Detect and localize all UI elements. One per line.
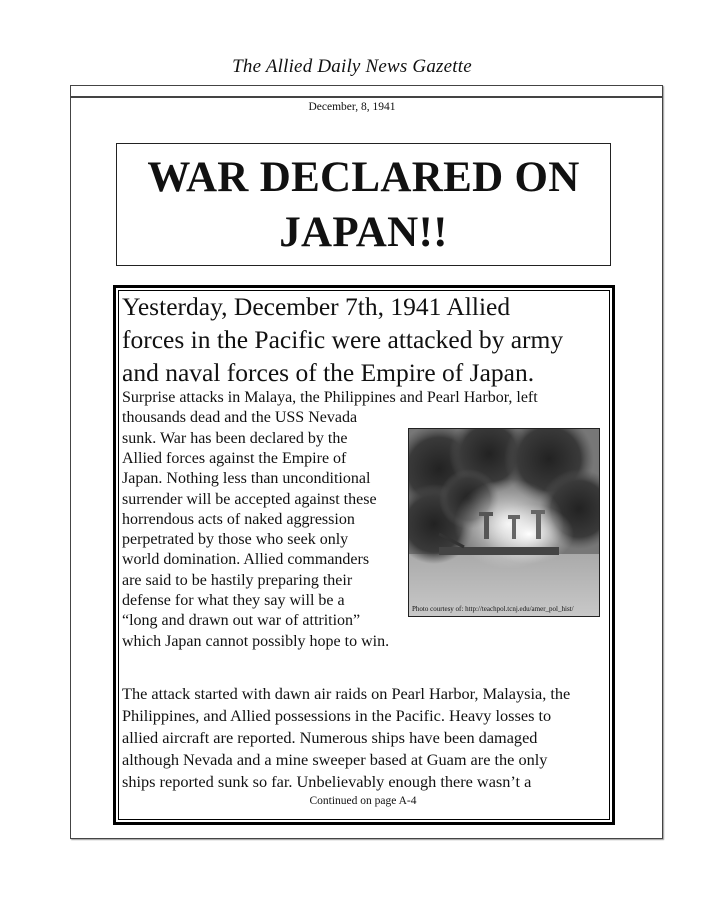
paragraph-1-line: horrendous acts of naked aggression [122, 510, 355, 528]
headline [147, 150, 579, 260]
paragraph-1-line: are said to be hastily preparing their [122, 571, 353, 589]
paragraph-1-line: thousands dead and the USS Nevada [122, 409, 358, 427]
lead-line: and naval forces of the Empire of Japan. [122, 358, 535, 387]
newspaper-masthead: The Allied Daily News Gazette [232, 56, 472, 77]
paragraph-2-line: ships reported sunk so far. Unbelievably enough there wasn’t a [122, 772, 532, 791]
headline-line-1: WAR DECLARED ON [147, 153, 580, 201]
issue-date: December, 8, 1941 [308, 101, 396, 113]
continued-notice: Continued on page A-4 [309, 795, 417, 807]
pearl-harbor-photo [408, 428, 600, 617]
lead-line: forces in the Pacific were attacked by army [122, 325, 564, 354]
photo-caption: Photo courtesy of: http://teachpol.tcnj.edu/amer_pol_hist/ [412, 605, 574, 613]
paragraph-1-line: Allied forces against the Empire of [122, 449, 347, 467]
paragraph-1-line: Surprise attacks in Malaya, the Philippines and Pearl Harbor, left [122, 389, 538, 406]
paragraph-2-line: although Nevada and a mine sweeper based at Guam are the only [122, 750, 548, 769]
paragraph-2-line: The attack started with dawn air raids on Pearl Harbor, Malaysia, the [122, 684, 571, 703]
lead-line: Yesterday, December 7th, 1941 Allied [122, 292, 511, 321]
masthead-rule [70, 96, 663, 98]
paragraph-1-line: “long and drawn out war of attrition” [122, 612, 361, 630]
paragraph-1-line: sunk. War has been declared by the [122, 429, 348, 447]
paragraph-1-line: surrender will be accepted against these [122, 490, 377, 508]
paragraph-1-line: defense for what they say will be a [122, 592, 345, 609]
headline-line-2: JAPAN!! [279, 208, 448, 256]
paragraph-1-line: Japan. Nothing less than unconditional [122, 470, 371, 488]
paragraph-2-line: Philippines, and Allied possessions in the Pacific. Heavy losses to [122, 706, 552, 725]
paragraph-1-line: world domination. Allied commanders [122, 551, 370, 569]
headline-box [116, 143, 611, 266]
paragraph-1-line: which Japan cannot possibly hope to win. [122, 632, 390, 650]
paragraph-2-line: allied aircraft are reported. Numerous ships have been damaged [122, 728, 538, 747]
paragraph-1-line: perpetrated by those who seek only [122, 531, 349, 549]
